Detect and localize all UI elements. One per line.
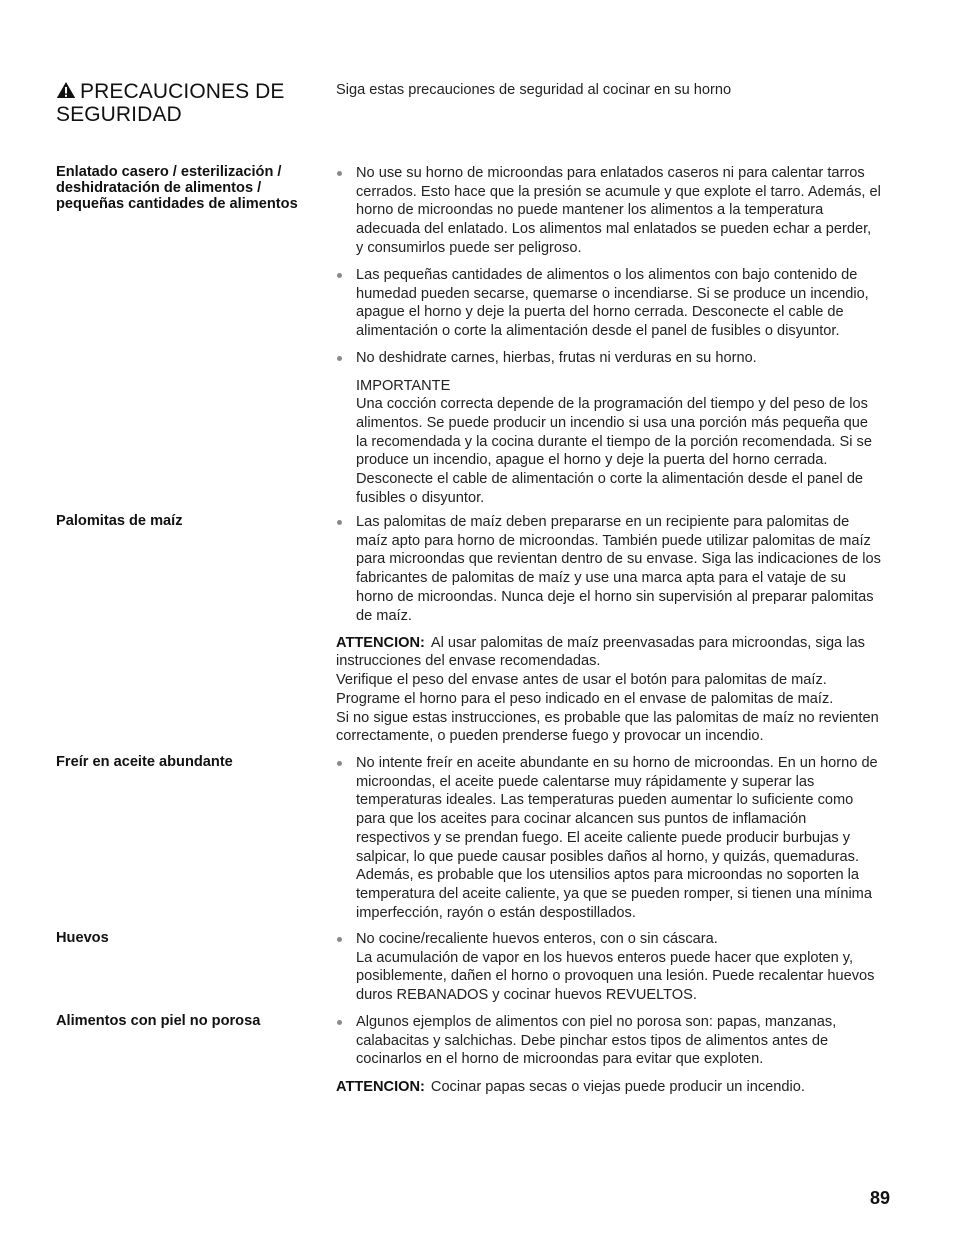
bullet-dot-icon bbox=[337, 273, 342, 278]
section-body-freir bbox=[336, 754, 906, 931]
text-line: microondas, el aceite puede calentarse muy rápidamente y superar las bbox=[356, 773, 815, 790]
bullet-item bbox=[336, 513, 906, 625]
text-line: posiblemente, dañen el horno o provoquen una lesión. Puede recalentar huevos bbox=[356, 968, 875, 985]
attention-label: ATTENCION: bbox=[336, 634, 425, 651]
text-line: Si no sigue estas instrucciones, es probable que las palomitas de maíz no revienten bbox=[336, 709, 879, 726]
bullet-dot-icon bbox=[337, 761, 342, 766]
text-line: No use su horno de microondas para enlatados caseros ni para calentar tarros bbox=[356, 165, 865, 181]
bullet-dot-icon bbox=[337, 520, 342, 525]
text-line: temperaturas ideales. Las temperaturas pueden aumentar lo suficiente como bbox=[356, 792, 854, 809]
text-line: humedad pueden secarse, quemarse o incendiarse. Si se produce un incendio, bbox=[356, 285, 869, 302]
attention-note bbox=[336, 634, 906, 746]
text-line: calabacitas y salchichas. Debe pinchar estos tipos de alimentos antes de bbox=[356, 1032, 829, 1049]
text-line: Las palomitas de maíz deben prepararse en un recipiente para palomitas de bbox=[356, 514, 850, 530]
bullet-dot-icon bbox=[337, 1020, 342, 1025]
section-label-palomitas: Palomitas de maíz bbox=[56, 513, 183, 529]
bullet-item bbox=[336, 164, 906, 258]
intro-text: Siga estas precauciones de seguridad al cocinar en su horno bbox=[336, 82, 732, 98]
title-block bbox=[56, 80, 326, 126]
important-heading: IMPORTANTE bbox=[356, 377, 451, 394]
important-note bbox=[336, 377, 906, 508]
text-line: Algunos ejemplos de alimentos con piel no porosa son: papas, manzanas, bbox=[356, 1014, 837, 1030]
page-number: 89 bbox=[870, 1188, 891, 1208]
bullet-item bbox=[336, 266, 906, 341]
text-line: para que los aceites para cocinar alcancen sus puntos de inflamación bbox=[356, 811, 807, 828]
text-line: respectivos y se prendan fuego. El aceite caliente puede producir burbujas y bbox=[356, 829, 851, 846]
text-line: temperatura del aceite caliente, ya que se pueden romper, si tienen una mínima bbox=[356, 885, 872, 902]
text-line: para microondas que revientan dentro de su envase. Siga las indicaciones de los bbox=[356, 551, 881, 568]
text-line bbox=[336, 1078, 906, 1097]
text-line: Además, es probable que los utensilios aptos para microondas no soporten la bbox=[356, 867, 859, 884]
text-line: Una cocción correcta depende de la programación del tiempo y del peso de los bbox=[356, 396, 868, 413]
text-line: de maíz. bbox=[356, 607, 412, 624]
text-line: fusibles o disyuntor. bbox=[356, 489, 485, 506]
text-line: No intente freír en aceite abundante en su horno de microondas. En un horno de bbox=[356, 755, 878, 771]
text-line: Desconecte el cable de alimentación o corte la alimentación desde el panel de bbox=[356, 471, 864, 488]
warning-icon bbox=[56, 81, 76, 99]
section-body-piel bbox=[336, 1013, 906, 1105]
text-line: imperfección, rayón o están despostillados. bbox=[356, 904, 636, 921]
text-line: horno de microondas. Nunca deje el horno sin supervisión al preparar palomitas bbox=[356, 588, 874, 605]
text-line: horno de microondas no puede mantener los alimentos a la temperatura bbox=[356, 202, 824, 219]
section-label-enlatado: Enlatado casero / esterilización / deshidratación de alimentos / pequeñas cantidades de alimentos bbox=[56, 164, 298, 212]
bullet-dot-icon bbox=[337, 937, 342, 942]
bullet-dot-icon bbox=[337, 171, 342, 176]
text-line: duros REBANADOS y cocinar huevos REVUELTOS. bbox=[356, 987, 697, 1004]
text-line: produce un incendio, apague el horno y deje la puerta del horno cerrada. bbox=[356, 452, 828, 469]
text-line: adecuada del enlatado. Los alimentos mal enlatados se pueden echar a perder, bbox=[356, 221, 872, 238]
text-line: correctamente, o pueden prenderse fuego y provocar un incendio. bbox=[336, 728, 764, 745]
text-line bbox=[336, 634, 906, 653]
text-line: cerrados. Esto hace que la presión se acumule y que explote el tarro. Además, el bbox=[356, 183, 881, 200]
text-line: Programe el horno para el peso indicado en el envase de palomitas de maíz. bbox=[336, 690, 834, 707]
section-label-huevos: Huevos bbox=[56, 930, 109, 946]
section-body-enlatado bbox=[336, 164, 906, 516]
text-line: Las pequeñas cantidades de alimentos o los alimentos con bajo contenido de bbox=[356, 267, 858, 284]
bullet-item bbox=[336, 930, 906, 1005]
attention-text: Al usar palomitas de maíz preenvasadas para microondas, siga las bbox=[430, 634, 865, 651]
text-line: y consumirlos puede ser peligroso. bbox=[356, 239, 582, 256]
bullet-item bbox=[336, 754, 906, 922]
page-title bbox=[56, 80, 326, 126]
attention-text: Cocinar papas secas o viejas puede producir un incendio. bbox=[430, 1078, 805, 1095]
section-body-huevos bbox=[336, 930, 906, 1013]
text-line: alimentos. Se puede producir un incendio si usa una porción más pequeña que bbox=[356, 414, 868, 431]
attention-label: ATTENCION: bbox=[336, 1078, 425, 1095]
section-label-freir: Freír en aceite abundante bbox=[56, 754, 233, 770]
bullet-item bbox=[336, 349, 906, 368]
text-line: instrucciones del envase recomendadas. bbox=[336, 653, 601, 670]
attention-note bbox=[336, 1078, 906, 1097]
text-line: fabricantes de palomitas de maíz y use una marca apta para el vataje de su bbox=[356, 570, 846, 587]
text-line: salpicar, lo que puede causar posibles daños al horno, y quizás, quemaduras. bbox=[356, 848, 859, 865]
text-line: apague el horno y deje la puerta del horno cerrada. Desconecte el cable de bbox=[356, 304, 844, 321]
page-title-line1: PRECAUCIONES DE bbox=[80, 80, 285, 103]
text-line: No cocine/recaliente huevos enteros, con o sin cáscara. bbox=[356, 931, 718, 947]
section-label-piel: Alimentos con piel no porosa bbox=[56, 1013, 261, 1029]
text-line: Verifique el peso del envase antes de usar el botón para palomitas de maíz. bbox=[336, 672, 827, 689]
text-line: alimentación o corte la alimentación desde el panel de fusibles o disyuntor. bbox=[356, 323, 840, 340]
text-line: No deshidrate carnes, hierbas, frutas ni verduras en su horno. bbox=[356, 350, 757, 367]
text-line: la recomendada y la cocina durante el tiempo de la porción recomendada. Si se bbox=[356, 433, 872, 450]
bullet-dot-icon bbox=[337, 356, 342, 361]
text-line: maíz apto para horno de microondas. También puede utilizar palomitas de maíz bbox=[356, 532, 871, 549]
bullet-item bbox=[336, 1013, 906, 1069]
section-body-palomitas bbox=[336, 513, 906, 754]
text-line: La acumulación de vapor en los huevos enteros puede hacer que exploten y, bbox=[356, 949, 854, 966]
text-line: cocinarlos en el horno de microondas para evitar que exploten. bbox=[356, 1051, 764, 1068]
page-title-line2: SEGURIDAD bbox=[56, 103, 182, 126]
